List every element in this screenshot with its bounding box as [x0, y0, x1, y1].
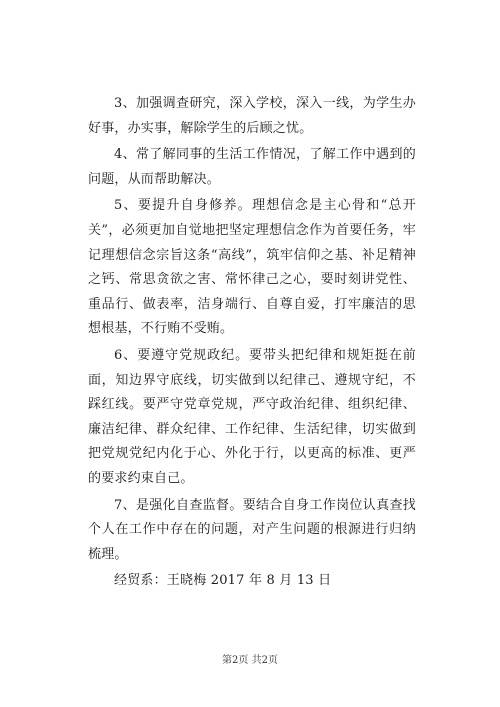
signature-line: 经贸系：王晓梅 2017 年 8 月 13 日	[114, 573, 332, 589]
paragraph-item-6: 6、要遵守党规政纪。要带头把纪律和规矩挺在前面，知边界守底线，切实做到以纪律己、遵规守纪，不踩红线。要严守党章党规，严守政治纪律、组织纪律、廉洁纪律、群众纪律、工作纪律、生活纪律，切实做到把党规党纪内化于心、外化于行，以更高的标准、更严的要求约束自己。	[88, 347, 416, 486]
paragraph-item-5: 5、要提升自身修养。理想信念是主心骨和“总开关”，必须更加自觉地把坚定理想信念作为首要任务，牢记理想信念宗旨这条“高线”，筑牢信仰之基、补足精神之钙、常思贪欲之害、常怀律己之心，要时刻讲党性、重品行、做表率，洁身端行、自尊自爱，打牢廉洁的思想根基，不行贿不受贿。	[88, 198, 416, 337]
document-body	[88, 92, 416, 594]
paragraph-item-3: 3、加强调查研究，深入学校，深入一线，为学生办好事，办实事，解除学生的后顾之忧。	[88, 96, 416, 136]
paragraph-item-4: 4、常了解同事的生活工作情况，了解工作中遇到的问题，从而帮助解决。	[88, 147, 416, 187]
paragraph-item-7: 7、是强化自查监督。要结合自身工作岗位认真查找个人在工作中存在的问题，对产生问题的根源进行归纳梳理。	[88, 497, 416, 562]
page-number-footer: 第2页 共2页	[222, 655, 278, 666]
